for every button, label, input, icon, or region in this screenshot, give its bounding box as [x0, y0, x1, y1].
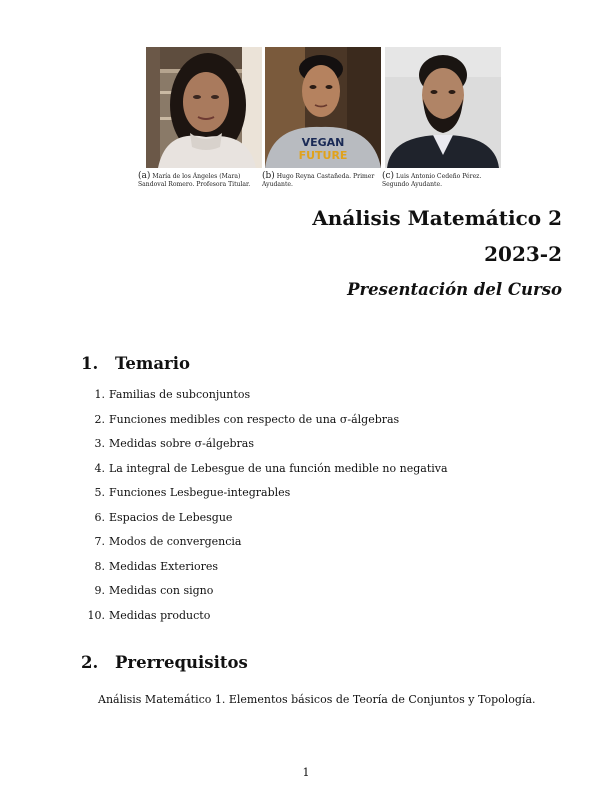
- photo-second-assistant: [385, 47, 501, 168]
- list-item-index: 3.: [94, 437, 105, 450]
- list-item-index: 5.: [94, 486, 105, 499]
- list-item-index: 9.: [94, 584, 105, 597]
- list-item: [80, 413, 520, 438]
- caption-a-tag: (a): [138, 171, 151, 181]
- list-item-index: 1.: [94, 388, 105, 401]
- topic-list: [80, 388, 520, 633]
- list-item-text: Medidas producto: [109, 608, 211, 622]
- list-item-text: Modos de convergencia: [109, 535, 242, 548]
- list-item-text: Familias de subconjuntos: [109, 388, 251, 401]
- section-number: 1.: [81, 354, 99, 373]
- list-item-index: 7.: [94, 535, 105, 548]
- shirt-text-top: VEGAN: [301, 136, 345, 149]
- staff-figure: [138, 47, 504, 192]
- photo-professor: [146, 47, 262, 168]
- photo-first-assistant: [265, 47, 381, 168]
- list-item: [80, 560, 520, 585]
- list-item-index: 6.: [94, 510, 105, 524]
- list-item-text: Funciones Lesbegue-integrables: [109, 486, 291, 499]
- section-heading-temario: [81, 354, 190, 373]
- list-item-text: La integral de Lebesgue de una función medible no negativa: [109, 461, 448, 475]
- section-title: Temario: [115, 354, 190, 373]
- list-item-index: 2.: [94, 412, 105, 426]
- list-item: [80, 486, 520, 511]
- list-item-index: 8.: [94, 559, 105, 573]
- list-item-text: Medidas sobre σ-álgebras: [109, 437, 255, 450]
- shirt-text-bottom: FUTURE: [298, 149, 348, 162]
- page-number: 1: [302, 766, 310, 779]
- course-term: 2023-2: [484, 242, 562, 266]
- list-item-text: Espacios de Lebesgue: [109, 510, 233, 524]
- list-item: [80, 462, 520, 487]
- list-item: [80, 511, 520, 536]
- list-item-text: Medidas Exteriores: [109, 559, 219, 573]
- caption-a: [138, 172, 260, 189]
- caption-a-text: María de los Ángeles (Mara) Sandoval Romero. Profesora Titular.: [138, 173, 251, 188]
- section-number: 2.: [81, 653, 99, 672]
- caption-c-tag: (c): [382, 171, 395, 181]
- course-title: Análisis Matemático 2: [312, 206, 562, 230]
- list-item: [80, 584, 520, 609]
- list-item: [80, 609, 520, 634]
- list-item-index: 4.: [94, 461, 105, 475]
- course-subtitle: Presentación del Curso: [347, 280, 562, 299]
- list-item: [80, 388, 520, 413]
- list-item-text: Medidas con signo: [109, 584, 214, 597]
- section-heading-prerrequisitos: [81, 653, 248, 672]
- caption-c: [382, 172, 504, 189]
- list-item: [80, 535, 520, 560]
- prerequisites-text: Análisis Matemático 1. Elementos básicos de Teoría de Conjuntos y Topología.: [98, 693, 536, 706]
- list-item: [80, 437, 520, 462]
- list-item-text: Funciones medibles con respecto de una σ-álgebras: [109, 412, 400, 426]
- caption-b-tag: (b): [262, 171, 275, 181]
- caption-c-text: Luis Antonio Cedeño Pérez. Segundo Ayudante.: [382, 173, 482, 188]
- caption-b: [262, 172, 385, 189]
- section-title: Prerrequisitos: [115, 653, 248, 672]
- list-item-index: 10.: [87, 608, 105, 622]
- caption-b-text: Hugo Reyna Castañeda. Primer Ayudante.: [262, 173, 375, 188]
